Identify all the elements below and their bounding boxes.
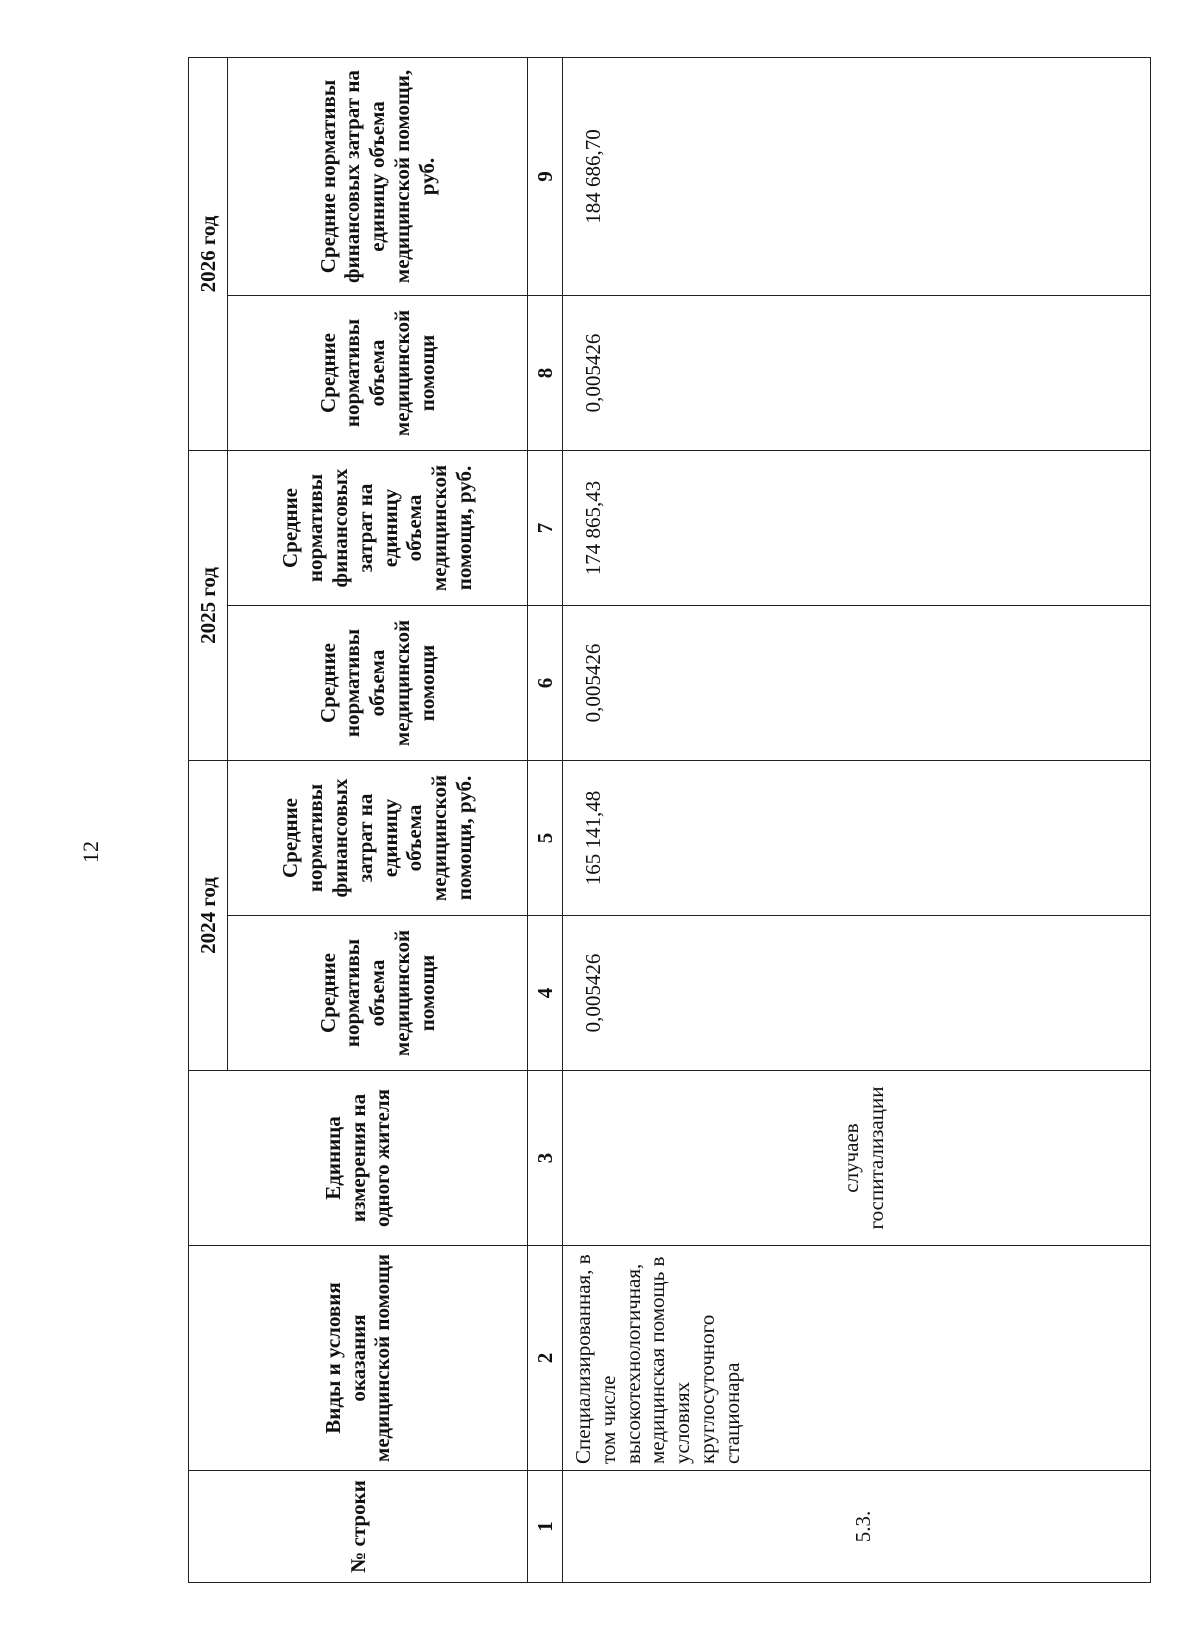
column-number: 3	[528, 1071, 563, 1246]
column-number: 7	[528, 451, 563, 606]
normatives-table	[188, 57, 1151, 1583]
value-cost-2026: 184 686,70	[563, 58, 1151, 296]
column-number: 2	[528, 1246, 563, 1471]
header-cost-2025: Средние нормативы финансовых затрат на единицу объема медицинской помощи, руб.	[228, 451, 528, 606]
value-cost-2024: 165 141,48	[563, 761, 1151, 916]
page-number: 12	[78, 841, 103, 863]
value-volume-2026: 0,005426	[563, 296, 1151, 451]
column-number: 1	[528, 1471, 563, 1583]
value-volume-2024: 0,005426	[563, 916, 1151, 1071]
column-number: 5	[528, 761, 563, 916]
header-cost-2024: Средние нормативы финансовых затрат на единицу объема медицинской помощи, руб.	[228, 761, 528, 916]
header-volume-2026: Средние нормативы объема медицинской помощи	[228, 296, 528, 451]
header-row-number: № строки	[189, 1471, 528, 1583]
row-number: 5.3.	[563, 1471, 1151, 1583]
value-cost-2025: 174 865,43	[563, 451, 1151, 606]
header-unit: Единица измерения на одного жителя	[189, 1071, 528, 1246]
header-year-2026: 2026 год	[189, 58, 228, 451]
column-number: 8	[528, 296, 563, 451]
row-unit: случаев госпитализации	[563, 1071, 1151, 1246]
header-kind: Виды и условия оказания медицинской помощи	[189, 1246, 528, 1471]
column-number: 6	[528, 606, 563, 761]
table-row	[563, 58, 1151, 1583]
header-cost-2026: Средние нормативы финансовых затрат на единицу объема медицинской помощи, руб.	[228, 58, 528, 296]
column-number: 4	[528, 916, 563, 1071]
column-number: 9	[528, 58, 563, 296]
header-year-2024: 2024 год	[189, 761, 228, 1071]
value-volume-2025: 0,005426	[563, 606, 1151, 761]
row-kind: Специализированная, в том числе высокотехнологичная, медицинская помощь в условиях круглосуточного стационара	[563, 1246, 1151, 1471]
header-volume-2025: Средние нормативы объема медицинской помощи	[228, 606, 528, 761]
header-year-2025: 2025 год	[189, 451, 228, 761]
column-numbers-row	[528, 58, 563, 1583]
header-volume-2024: Средние нормативы объема медицинской помощи	[228, 916, 528, 1071]
table-container	[188, 58, 1151, 1583]
